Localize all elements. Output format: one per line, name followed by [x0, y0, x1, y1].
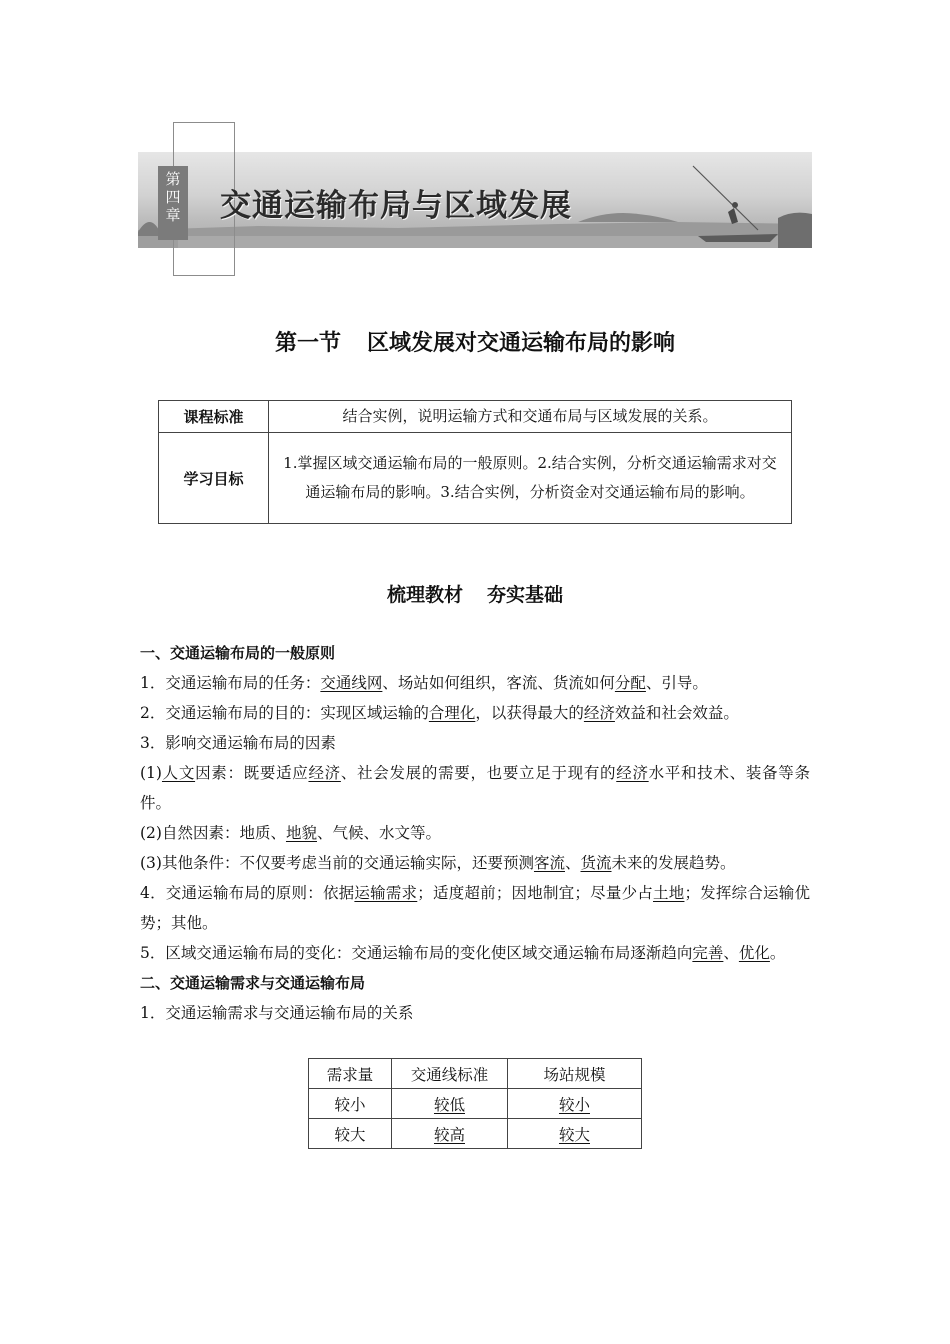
learning-goal-content: 1.掌握区域交通运输布局的一般原则。2.结合实例，分析交通运输需求对交通运输布局的影响。3.结合实例，分析资金对交通运输布局的影响。: [269, 433, 792, 524]
paragraph-changes: [140, 938, 810, 968]
course-standard-label: 课程标准: [159, 401, 269, 433]
column-header: 场站规模: [508, 1059, 642, 1089]
learning-goal-label: 学习目标: [159, 433, 269, 524]
text: 、场站如何组织，客流、货流如何: [382, 674, 615, 692]
paragraph-other-conditions: [140, 848, 810, 878]
chapter-title: 交通运输布局与区域发展: [220, 188, 572, 224]
answer-blank: 土地: [653, 884, 685, 902]
answer-blank: 较大: [558, 1125, 590, 1144]
sub-heading-right: 夯实基础: [487, 584, 564, 606]
text: 水平和技术、装备等条件。: [140, 764, 810, 812]
section-number: 第一节: [274, 331, 341, 356]
column-header: 交通线标准: [392, 1059, 508, 1089]
text: 、社会发展的需要，也要立足于现有的: [340, 764, 617, 782]
text: (3)其他条件：不仅要考虑当前的交通运输实际，还要预测: [140, 854, 534, 872]
paragraph-task: [140, 668, 810, 698]
course-standard-content: 结合实例，说明运输方式和交通布局与区域发展的关系。: [269, 401, 792, 433]
sub-heading-left: 梳理教材: [386, 584, 463, 606]
paragraph-purpose: [140, 698, 810, 728]
chapter-number-tab: [158, 166, 188, 240]
answer-blank: 优化: [738, 944, 770, 962]
answer-blank: 货流: [580, 854, 612, 872]
section-title: [0, 326, 950, 357]
text: 1．交通运输布局的任务：: [140, 674, 321, 692]
text: (2)自然因素：地质、: [140, 824, 286, 842]
answer-blank: 客流: [533, 854, 565, 872]
table-cell: 较大: [309, 1119, 392, 1149]
text: 2．交通运输布局的目的：实现区域运输的: [140, 704, 429, 722]
table-row: [159, 401, 792, 433]
text: 、: [564, 854, 581, 872]
section-name: 区域发展对交通运输布局的影响: [367, 331, 676, 356]
demand-layout-table: [308, 1058, 642, 1149]
sub-heading: [0, 580, 950, 607]
text: 。: [769, 944, 786, 962]
paragraph-principles: [140, 878, 810, 938]
paragraph-natural-factors: [140, 818, 810, 848]
text: (1): [140, 764, 162, 782]
table-row: [309, 1119, 642, 1149]
paragraph-human-factors: [140, 758, 810, 818]
answer-blank: 地貌: [285, 824, 317, 842]
text: 、气候、水文等。: [316, 824, 441, 842]
table-header-row: [309, 1059, 642, 1089]
part2-heading: 二、交通运输需求与交通运输布局: [140, 974, 366, 992]
part1-heading: 一、交通运输布局的一般原则: [140, 644, 336, 662]
answer-blank: 较高: [433, 1125, 465, 1144]
answer-blank: 运输需求: [354, 884, 418, 902]
paragraph-factors: 3．影响交通运输布局的因素: [140, 734, 336, 752]
text: 效益和社会效益。: [614, 704, 739, 722]
text: 、引导。: [645, 674, 708, 692]
text: 因素：既要适应: [195, 764, 309, 782]
table-row: [309, 1089, 642, 1119]
chapter-char: 四: [165, 188, 181, 206]
table-cell: 较小: [309, 1089, 392, 1119]
chapter-char: 章: [165, 206, 181, 224]
answer-blank: 完善: [692, 944, 724, 962]
table-row: [159, 433, 792, 524]
answer-blank: 较低: [433, 1095, 465, 1114]
text: 未来的发展趋势。: [611, 854, 736, 872]
answer-blank: 经济: [308, 764, 341, 782]
paragraph-relation: 1．交通运输需求与交通运输布局的关系: [140, 1004, 414, 1022]
answer-blank: 经济: [616, 764, 649, 782]
text: ；发挥综合运输优势；其他。: [140, 884, 810, 932]
answer-blank: 人文: [161, 764, 196, 782]
answer-blank: 交通线网: [320, 674, 383, 692]
answer-blank: 较小: [558, 1095, 590, 1114]
column-header: 需求量: [309, 1059, 392, 1089]
standards-table: [158, 400, 792, 524]
text: 5．区域交通运输布局的变化：交通运输布局的变化使区域交通运输布局逐渐趋向: [140, 944, 693, 962]
text: ；适度超前；因地制宜；尽量少占: [417, 884, 654, 902]
body-content: [140, 638, 810, 1028]
answer-blank: 分配: [614, 674, 646, 692]
text: ，以获得最大的: [475, 704, 584, 722]
answer-blank: 经济: [583, 704, 615, 722]
answer-blank: 合理化: [428, 704, 476, 722]
text: 4．交通运输布局的原则：依据: [140, 884, 355, 902]
text: 、: [723, 944, 739, 962]
chapter-char: 第: [165, 170, 181, 188]
chapter-banner: [138, 122, 812, 278]
